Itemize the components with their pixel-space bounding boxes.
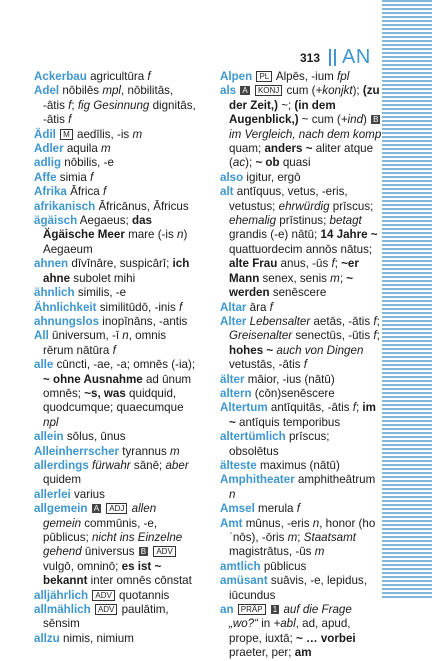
translation-text: subolet mihi [70, 271, 136, 285]
translation-text: senex, senis [259, 271, 331, 285]
translation-text [251, 84, 254, 97]
translation-text: commūnis, -e, pūblicus; [43, 516, 158, 544]
headword: All [34, 329, 49, 343]
translation-text [91, 603, 94, 616]
translation-text: antīquis temporibus [235, 415, 341, 429]
grammar-note: mpl [102, 84, 121, 98]
translation-text: mūnus, -eris [242, 516, 313, 530]
thumb-index-stripes [382, 0, 432, 600]
part-of-speech-label: ADJ [106, 503, 127, 514]
translation-text: māior, -ius (nātū) [244, 372, 335, 386]
translation-text: dīvīnāre, suspicārī; [68, 257, 173, 271]
translation-text: vulgō, omninō; [43, 559, 122, 573]
translation-text: sōlus, ūnus [63, 430, 126, 444]
translation-text: vetustās, -ātis [229, 358, 304, 372]
translation-text: pūblicus [260, 559, 307, 573]
entry-amuesant [220, 574, 382, 603]
translation-text: , ad, apud, prope, iuxtā; [229, 617, 351, 645]
page-number: 313 [300, 51, 321, 65]
headword: Alpen [220, 70, 253, 83]
translation-text: in [258, 617, 274, 631]
grammar-note: auch von Dingen [276, 343, 364, 357]
part-of-speech-label: ADV [153, 546, 175, 557]
entry-allgemein [34, 502, 196, 588]
grammar-note: n [312, 516, 320, 530]
grammar-note: f [373, 329, 377, 343]
translation-text: ); [245, 156, 256, 170]
page-header [300, 48, 380, 68]
headword: adlig [34, 156, 62, 170]
entry-alpen [220, 70, 382, 84]
entry-afrika [34, 185, 196, 199]
translation-text: nōbilēs [59, 84, 103, 98]
entry-allerlei [34, 488, 196, 502]
translation-text: paulātim, sēnsim [43, 603, 169, 631]
entry-aehnlichkeit [34, 301, 196, 315]
translation-text: prīscus; [329, 199, 374, 213]
headword: allzu [34, 631, 60, 645]
headword: ägäisch [34, 214, 78, 228]
translation-text [252, 70, 255, 83]
grammar-note: fig Gesinnung [77, 98, 150, 112]
translation-text: merula [254, 502, 297, 516]
translation-text [87, 502, 90, 515]
translation-text: ); [352, 84, 363, 98]
phrase: anders ~ [264, 142, 313, 156]
translation-text: antīquus, vetus, -eris, vetustus; [229, 185, 348, 213]
translation-text [236, 84, 239, 97]
translation-text: ūniversus [81, 545, 138, 559]
headword: an [220, 603, 234, 617]
phrase: (in dem Augenblick,) [229, 98, 336, 127]
translation-text: dignitās, -ātis [43, 98, 196, 127]
entry-an [220, 603, 382, 661]
translation-text: ; [376, 329, 380, 343]
headword: ahnungslos [34, 314, 100, 328]
grammar-note: Lebensalter [249, 314, 311, 328]
grammar-note: +ind [340, 113, 364, 127]
headword: allgemein [34, 502, 88, 516]
translation-text: nōbilis, -e [61, 156, 114, 170]
grammar-note: f [178, 300, 183, 314]
grammar-note: f [269, 300, 273, 314]
translation-text: agricultūra [86, 70, 148, 83]
phrase: das Ägäische Meer [43, 214, 152, 242]
translation-text [234, 603, 237, 616]
headword: alle [34, 358, 54, 372]
entry-ahnungslos [34, 315, 196, 329]
entry-ackerbau [34, 70, 196, 84]
phrase: alte Frau [229, 257, 278, 271]
translation-text: quidem [43, 473, 82, 487]
headword: Afrika [34, 185, 67, 199]
translation-text: inopīnāns, -antis [99, 314, 188, 328]
translation-text: varius [70, 487, 105, 501]
headword: afrikanisch [34, 199, 96, 213]
headword: Adler [34, 142, 64, 156]
grammar-note: fürwahr [92, 458, 131, 472]
translation-text: similis, -e [74, 286, 127, 300]
headword: altertümlich [220, 430, 286, 444]
headword: Altertum [220, 401, 268, 415]
entry-alt [220, 185, 382, 300]
translation-text [149, 545, 152, 558]
grammar-note: ac [232, 156, 246, 170]
grammar-note: +konjkt [315, 84, 353, 98]
phrase: im ~ [229, 401, 376, 429]
grammar-note: f [90, 170, 94, 184]
translation-text: Aegaeus; [77, 214, 132, 228]
entry-adlig [34, 156, 196, 170]
grammar-note: n [122, 329, 129, 343]
translation-text: antīquitās, -ātis [267, 401, 353, 415]
entry-alleinherrscher [34, 445, 196, 459]
sense-number-badge: A [93, 504, 100, 514]
phrase: (zu der Zeit,) [229, 84, 380, 112]
translation-text: Āfricānus, Āfricus [95, 199, 189, 213]
header-divider-bars [329, 49, 336, 66]
headword: Affe [34, 170, 57, 184]
entry-aelter [220, 373, 382, 387]
translation-text [267, 603, 270, 616]
headword: älteste [220, 458, 257, 472]
entry-als [220, 84, 382, 170]
entry-afrikanisch [34, 200, 196, 214]
phrase: ~ werden [229, 271, 354, 300]
grammar-note: betagt [329, 214, 362, 228]
translation-text: simia [56, 170, 91, 184]
phrase: ~ ohne Ausnahme [43, 372, 143, 386]
translation-text: (cōn)senēscere [251, 386, 335, 400]
part-of-speech-label: KONJ [255, 85, 282, 96]
headword: allmählich [34, 603, 91, 617]
translation-text: prīscus; obsolētus [229, 430, 330, 458]
translation-text: praeter, per; [229, 646, 295, 660]
sense-number-badge: B [140, 547, 147, 557]
headword: Amsel [220, 502, 255, 516]
headword: alljährlich [34, 588, 89, 602]
translation-text: cum ( [283, 84, 316, 98]
grammar-note: auf die Frage „wo?“ [229, 603, 352, 631]
headword: Amphitheater [220, 473, 295, 487]
headword: also [220, 170, 244, 184]
grammar-note: f [102, 185, 107, 199]
headword: Ähnlichkeit [34, 300, 97, 314]
grammar-note: f [112, 343, 116, 357]
headword: ahnen [34, 257, 69, 271]
translation-text: cūncti, -ae, -a; omnēs (-ia); [53, 358, 196, 372]
translation-text: aliter atque ( [229, 142, 374, 170]
grammar-note: n [229, 487, 236, 501]
translation-text: , omnis rērum nātūra [43, 329, 167, 357]
grammar-note: npl [43, 415, 59, 429]
sense-number-badge: 1 [272, 605, 278, 615]
part-of-speech-label: M [60, 129, 73, 140]
grammar-note: m [287, 531, 298, 544]
translation-text: ) Aegaeum [43, 228, 188, 256]
translation-text: ūniversum, -ī [48, 329, 123, 343]
entry-amt [220, 517, 382, 560]
grammar-note: allen gemein [43, 502, 157, 530]
phrase: ~s, was [84, 386, 126, 400]
grammar-note: ehemalig [229, 214, 277, 228]
translation-text: grandis (-e) nātū; [229, 228, 321, 242]
translation-text: aquila [63, 142, 102, 156]
entry-amphitheater [220, 473, 382, 502]
entry-altertum [220, 401, 382, 430]
translation-text: quattuordecim annōs nātus; [229, 242, 373, 256]
translation-text: suāvis, -e, lepidus, iūcundus [229, 574, 367, 602]
translation-text: ; [376, 314, 380, 328]
grammar-note: f [68, 113, 72, 127]
headword: Alter [220, 314, 247, 328]
grammar-note: n [177, 228, 184, 242]
phrase: hohes ~ [229, 343, 274, 357]
translation-text: anus, -ūs [277, 257, 332, 271]
entry-altar [220, 301, 382, 315]
entry-altern [220, 387, 382, 401]
grammar-note: +abl [273, 617, 296, 631]
phrase: es ist ~ bekannt [43, 559, 162, 588]
grammar-note: f [303, 358, 307, 372]
translation-text: Āfrica [66, 185, 103, 199]
translation-text: igitur, ergō [243, 170, 301, 184]
entry-allzu [34, 632, 196, 646]
headword: Alleinherrscher [34, 444, 120, 458]
translation-text: ; [71, 98, 78, 112]
part-of-speech-label: ADV [95, 604, 117, 615]
translation-text: ~ cum ( [298, 113, 341, 127]
right-column [220, 70, 382, 661]
entry-aegaeisch [34, 214, 196, 257]
entry-adler [34, 142, 196, 156]
grammar-note: aber [165, 458, 189, 472]
translation-text: ) [363, 113, 371, 127]
translation-text: maximus (nātū) [256, 458, 340, 472]
grammar-note: Staatsamt [303, 531, 356, 544]
translation-text: nimis, nimium [59, 631, 134, 645]
headword: älter [220, 372, 245, 386]
headword: Amt [220, 516, 243, 530]
grammar-note: f [331, 257, 335, 271]
translation-text: inter omnēs cōnstat [87, 574, 192, 588]
translation-text [56, 128, 59, 141]
grammar-note: m [330, 271, 340, 285]
entry-aedil [34, 128, 196, 142]
grammar-note: m [101, 142, 111, 156]
entry-alle [34, 358, 196, 430]
translation-text: senectūs, -ūtis [292, 329, 374, 343]
headword: amüsant [220, 574, 268, 588]
translation-text: ; [355, 401, 363, 415]
headword: allerdings [34, 458, 89, 472]
translation-text: quotannis [115, 588, 170, 602]
translation-text: tyrannus [119, 444, 170, 458]
entry-also [220, 171, 382, 185]
entry-alter [220, 315, 382, 373]
translation-text: prīstinus; [276, 214, 330, 228]
translation-text: sānē; [130, 458, 166, 472]
part-of-speech-label: ADV [92, 590, 114, 601]
headword: allein [34, 430, 64, 444]
entry-alljaehrlich [34, 589, 196, 603]
entry-allmaehlich [34, 603, 196, 632]
grammar-note: Greisenalter [229, 329, 293, 343]
entry-altertuemlich [220, 430, 382, 459]
translation-text: mare (-is [124, 228, 178, 242]
grammar-note: f [373, 314, 377, 328]
translation-text: , nōbilitās, -ātis [43, 84, 174, 112]
phrase: ~ ob [255, 156, 280, 170]
translation-text: quasi [279, 156, 311, 170]
entry-all [34, 329, 196, 358]
entry-aelteste [220, 459, 382, 473]
translation-text: Alpēs, -ium [273, 70, 338, 83]
entry-affe [34, 171, 196, 185]
grammar-note: f [68, 98, 72, 112]
headword: alt [220, 185, 234, 199]
grammar-note: f [352, 401, 356, 415]
phrase: ich ahne [43, 257, 190, 285]
sense-number-badge: B [373, 115, 379, 125]
entry-allerdings [34, 459, 196, 488]
entry-aehnlich [34, 286, 196, 300]
left-column [34, 70, 196, 646]
headword: Ackerbau [34, 70, 87, 83]
phrase: ~er Mann [229, 257, 359, 285]
phrase: 14 Jahre ~ [320, 228, 378, 242]
headword: als [220, 84, 237, 98]
phrase: am [294, 646, 312, 660]
translation-text: amphitheātrum [294, 473, 376, 487]
headword: Altar [220, 300, 247, 314]
grammar-note: ehrwürdig [278, 199, 330, 213]
headword: Adel [34, 84, 60, 98]
translation-text: aetās, -ātis [310, 314, 374, 328]
entry-amtlich [220, 560, 382, 574]
translation-text: ; [297, 531, 304, 544]
headword: altern [220, 386, 252, 400]
translation-text: similitūdō, -inis [96, 300, 179, 314]
translation-text: senēscere [269, 286, 327, 300]
grammar-note: nicht ins Einzelne gehend [43, 531, 183, 559]
part-of-speech-label: PRÄP [238, 604, 266, 615]
translation-text: quidquid, quodcumque; quaecumque [43, 386, 184, 415]
headword: allerlei [34, 487, 71, 501]
translation-text: ; [334, 257, 342, 271]
translation-text: , honor (hoˈnōs), -ōris [229, 516, 376, 544]
translation-text: quam; [229, 142, 265, 156]
translation-text: aedīlis, -is [73, 127, 133, 141]
translation-text: āra [246, 300, 270, 314]
headword: ähnlich [34, 286, 75, 300]
entry-allein [34, 430, 196, 444]
part-of-speech-label: PL [256, 71, 272, 82]
entry-adel [34, 84, 196, 127]
headword-range: AN [342, 46, 371, 68]
headword: amtlich [220, 559, 261, 573]
translation-text: ~; [277, 98, 295, 112]
grammar-note: f [296, 502, 300, 516]
grammar-note: fpl [337, 70, 350, 83]
entry-amsel [220, 502, 382, 516]
translation-text: ; [339, 271, 347, 285]
grammar-note: f [147, 70, 151, 83]
headword: Ädil [34, 127, 56, 141]
translation-text: magistrātus, -ūs [229, 545, 315, 559]
translation-text: ad ūnum omnēs; [43, 372, 192, 400]
entry-ahnen [34, 257, 196, 286]
sense-number-badge: A [242, 86, 248, 96]
grammar-note: im Vergleich, nach dem komp [229, 127, 382, 141]
grammar-note: m [314, 545, 325, 559]
grammar-note: m [132, 127, 143, 141]
phrase: ~ … vorbei [296, 631, 356, 645]
grammar-note: m [169, 444, 180, 458]
translation-text [102, 502, 105, 515]
